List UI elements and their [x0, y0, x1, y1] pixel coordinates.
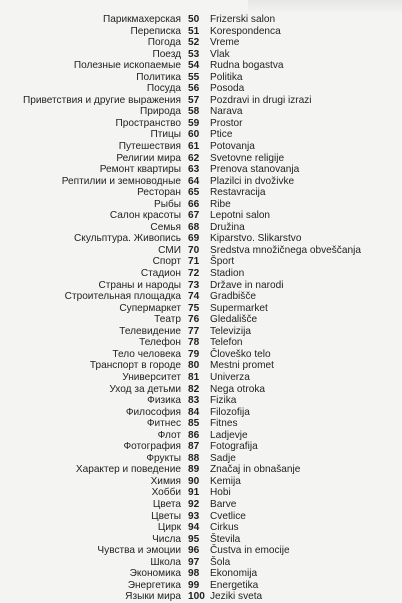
slovene-topic: Politika [210, 71, 243, 83]
slovene-topic: Hobi [210, 487, 231, 499]
toc-row [0, 534, 402, 546]
page-number: 71 [188, 256, 200, 268]
page-number: 86 [188, 429, 200, 441]
toc-row [0, 314, 402, 326]
page-number: 51 [188, 25, 200, 37]
russian-topic: Телевидение [119, 325, 181, 337]
toc-row [0, 60, 402, 72]
table-of-contents [0, 14, 402, 603]
slovene-topic: Vlak [210, 48, 230, 60]
page-number: 76 [188, 314, 200, 326]
slovene-topic: Restavracija [210, 187, 266, 199]
russian-topic: Скульптура. Живопись [74, 233, 181, 245]
slovene-topic: Mestni promet [210, 360, 274, 372]
page-number: 87 [188, 441, 200, 453]
russian-topic: Супермаркет [119, 302, 181, 314]
page-number: 82 [188, 383, 200, 395]
russian-topic: Переписка [130, 25, 181, 37]
slovene-topic: Gradbišče [210, 291, 257, 303]
russian-topic: Политика [136, 71, 181, 83]
toc-row [0, 176, 402, 188]
toc-row [0, 453, 402, 465]
slovene-topic: Jeziki sveta [210, 591, 263, 603]
toc-row [0, 303, 402, 315]
slovene-topic: Kemija [210, 475, 241, 487]
page-number: 52 [188, 37, 200, 49]
toc-row [0, 487, 402, 499]
slovene-topic: Vreme [210, 37, 240, 49]
russian-topic: Стадион [140, 268, 181, 280]
russian-topic: Телефон [139, 337, 181, 349]
slovene-topic: Ribe [210, 198, 231, 210]
toc-row [0, 14, 402, 26]
toc-row [0, 476, 402, 488]
russian-topic: Уход за детьми [109, 383, 181, 395]
slovene-topic: Cirkus [210, 522, 239, 534]
toc-row [0, 72, 402, 84]
page-number: 69 [188, 233, 200, 245]
toc-row [0, 164, 402, 176]
page-number: 88 [188, 452, 200, 464]
page-number: 70 [188, 244, 200, 256]
russian-topic: Фитнес [146, 418, 181, 430]
toc-row [0, 37, 402, 49]
toc-row [0, 326, 402, 338]
page-number: 89 [188, 464, 200, 476]
slovene-topic: Prenova stanovanja [210, 164, 300, 176]
toc-row [0, 222, 402, 234]
slovene-topic: Plazilci in dvoživke [210, 175, 295, 187]
slovene-topic: Univerza [210, 371, 250, 383]
slovene-topic: Človeško telo [210, 348, 271, 360]
russian-topic: СМИ [158, 244, 181, 256]
page-number: 58 [188, 106, 200, 118]
page-number: 100 [188, 591, 205, 603]
slovene-topic: Rudna bogastva [210, 60, 284, 72]
page-number: 59 [188, 117, 200, 129]
page-number: 90 [188, 475, 200, 487]
slovene-topic: Energetika [210, 579, 259, 591]
page-number: 93 [188, 510, 200, 522]
toc-row [0, 199, 402, 211]
page-number: 68 [188, 221, 200, 233]
slovene-topic: Šport [210, 256, 235, 268]
russian-topic: Фрукты [146, 452, 181, 464]
russian-topic: Театр [154, 314, 181, 326]
russian-topic: Философия [125, 406, 181, 418]
toc-row [0, 522, 402, 534]
page-number: 65 [188, 187, 200, 199]
toc-row [0, 210, 402, 222]
slovene-topic: Gledališče [210, 314, 258, 326]
toc-row [0, 233, 402, 245]
page-number: 85 [188, 418, 200, 430]
slovene-topic: Sadje [210, 452, 236, 464]
russian-topic: Спорт [152, 256, 181, 268]
page-number: 98 [188, 568, 200, 580]
russian-topic: Полезные ископаемые [73, 60, 181, 72]
page-number: 80 [188, 360, 200, 372]
page-number: 55 [188, 71, 200, 83]
toc-row [0, 430, 402, 442]
page-number: 73 [188, 279, 200, 291]
page-number: 83 [188, 395, 200, 407]
toc-row [0, 256, 402, 268]
russian-topic: Университет [122, 371, 181, 383]
russian-topic: Языки мира [125, 591, 181, 603]
toc-row [0, 187, 402, 199]
russian-topic: Тело человека [112, 348, 181, 360]
russian-topic: Погода [147, 37, 181, 49]
russian-topic: Страны и народы [98, 279, 181, 291]
toc-row [0, 106, 402, 118]
slovene-topic: Sredstva množičnega obveščanja [210, 244, 361, 256]
slovene-topic: Posoda [210, 83, 245, 95]
slovene-topic: Značaj in obnašanje [210, 464, 301, 476]
toc-row [0, 268, 402, 280]
toc-row [0, 395, 402, 407]
page-number: 56 [188, 83, 200, 95]
page-edge-shadow [248, 0, 402, 14]
russian-topic: Цирк [157, 522, 181, 534]
page-number: 74 [188, 291, 200, 303]
russian-topic: Энергетика [127, 579, 181, 591]
slovene-topic: Fitnes [210, 418, 238, 430]
page-number: 72 [188, 268, 200, 280]
slovene-topic: Ptice [210, 129, 233, 141]
slovene-topic: Šola [210, 556, 231, 568]
russian-topic: Флот [157, 429, 181, 441]
slovene-topic: Barve [210, 498, 237, 510]
toc-row [0, 129, 402, 141]
russian-topic: Ремонт квартиры [99, 164, 181, 176]
russian-topic: Птицы [150, 129, 181, 141]
russian-topic: Числа [152, 533, 181, 545]
russian-topic: Природа [139, 106, 181, 118]
russian-topic: Фотография [123, 441, 181, 453]
slovene-topic: Družina [210, 221, 245, 233]
page-number: 79 [188, 348, 200, 360]
page-number: 94 [188, 522, 200, 534]
page-number: 63 [188, 164, 200, 176]
toc-row [0, 118, 402, 130]
page-number: 92 [188, 498, 200, 510]
slovene-topic: Ladjevje [210, 429, 248, 441]
slovene-topic: Čustva in emocije [210, 545, 290, 557]
page-number: 75 [188, 302, 200, 314]
russian-topic: Строительная площадка [64, 291, 181, 303]
toc-row [0, 568, 402, 580]
toc-row [0, 464, 402, 476]
toc-row [0, 441, 402, 453]
toc-row [0, 511, 402, 523]
slovene-topic: Svetovne religije [210, 152, 285, 164]
russian-topic: Путешествия [118, 141, 181, 153]
page-number: 96 [188, 545, 200, 557]
russian-topic: Парикмахерская [102, 14, 181, 25]
toc-row [0, 337, 402, 349]
slovene-topic: Ekonomija [210, 568, 258, 580]
russian-topic: Салон красоты [109, 210, 181, 222]
russian-topic: Хобби [151, 487, 181, 499]
page-number: 84 [188, 406, 200, 418]
russian-topic: Рептилии и земноводные [61, 175, 181, 187]
toc-row [0, 384, 402, 396]
page-number: 57 [188, 94, 200, 106]
slovene-topic: Fotografija [210, 441, 258, 453]
slovene-topic: Frizerski salon [210, 14, 276, 25]
page-number: 66 [188, 198, 200, 210]
page-number: 67 [188, 210, 200, 222]
toc-row [0, 349, 402, 361]
toc-row [0, 153, 402, 165]
slovene-topic: Cvetlice [210, 510, 246, 522]
russian-topic: Приветствия и другие выражения [23, 94, 181, 106]
slovene-topic: Stadion [210, 268, 245, 280]
russian-topic: Ресторан [137, 187, 181, 199]
russian-topic: Поезд [152, 48, 181, 60]
slovene-topic: Države in narodi [210, 279, 284, 291]
page-number: 95 [188, 533, 200, 545]
page-number: 54 [188, 60, 200, 72]
toc-row [0, 245, 402, 257]
russian-topic: Семья [150, 221, 181, 233]
russian-topic: Чувства и эмоции [97, 545, 181, 557]
russian-topic: Характер и поведение [75, 464, 181, 476]
slovene-topic: Števila [210, 533, 241, 545]
toc-row [0, 545, 402, 557]
slovene-topic: Prostor [210, 117, 243, 129]
page-number: 62 [188, 152, 200, 164]
russian-topic: Религии мира [116, 152, 181, 164]
slovene-topic: Lepotni salon [210, 210, 271, 222]
page-number: 61 [188, 141, 200, 153]
slovene-topic: Supermarket [210, 302, 268, 314]
toc-row [0, 291, 402, 303]
slovene-topic: Fizika [210, 395, 237, 407]
slovene-topic: Televizija [210, 325, 251, 337]
russian-topic: Экономика [129, 568, 181, 580]
russian-topic: Посуда [146, 83, 181, 95]
page-number: 77 [188, 325, 200, 337]
toc-row [0, 360, 402, 372]
toc-row [0, 499, 402, 511]
slovene-topic: Filozofija [210, 406, 250, 418]
page-number: 81 [188, 371, 200, 383]
toc-row [0, 26, 402, 38]
russian-topic: Химия [150, 475, 181, 487]
russian-topic: Физика [147, 395, 181, 407]
russian-topic: Транспорт в городе [89, 360, 181, 372]
russian-topic: Пространство [115, 117, 181, 129]
toc-row [0, 591, 402, 603]
russian-topic: Цветы [151, 510, 181, 522]
toc-row [0, 49, 402, 61]
toc-row [0, 557, 402, 569]
russian-topic: Школа [150, 556, 181, 568]
slovene-topic: Nega otroka [210, 383, 265, 395]
slovene-topic: Pozdravi in drugi izrazi [210, 94, 312, 106]
page-number: 53 [188, 48, 200, 60]
page-number: 97 [188, 556, 200, 568]
slovene-topic: Korespondenca [210, 25, 281, 37]
page-number: 99 [188, 579, 200, 591]
slovene-topic: Narava [210, 106, 243, 118]
page-number: 64 [188, 175, 200, 187]
toc-row [0, 95, 402, 107]
toc-row [0, 83, 402, 95]
russian-topic: Рыбы [153, 198, 181, 210]
russian-topic: Цвета [152, 498, 181, 510]
page-number: 50 [188, 14, 200, 25]
toc-row [0, 407, 402, 419]
page-number: 91 [188, 487, 200, 499]
toc-row [0, 280, 402, 292]
slovene-topic: Kiparstvo. Slikarstvo [210, 233, 302, 245]
toc-row [0, 141, 402, 153]
slovene-topic: Potovanja [210, 141, 255, 153]
page-number: 78 [188, 337, 200, 349]
toc-row [0, 372, 402, 384]
toc-row [0, 418, 402, 430]
page-number: 60 [188, 129, 200, 141]
slovene-topic: Telefon [210, 337, 243, 349]
